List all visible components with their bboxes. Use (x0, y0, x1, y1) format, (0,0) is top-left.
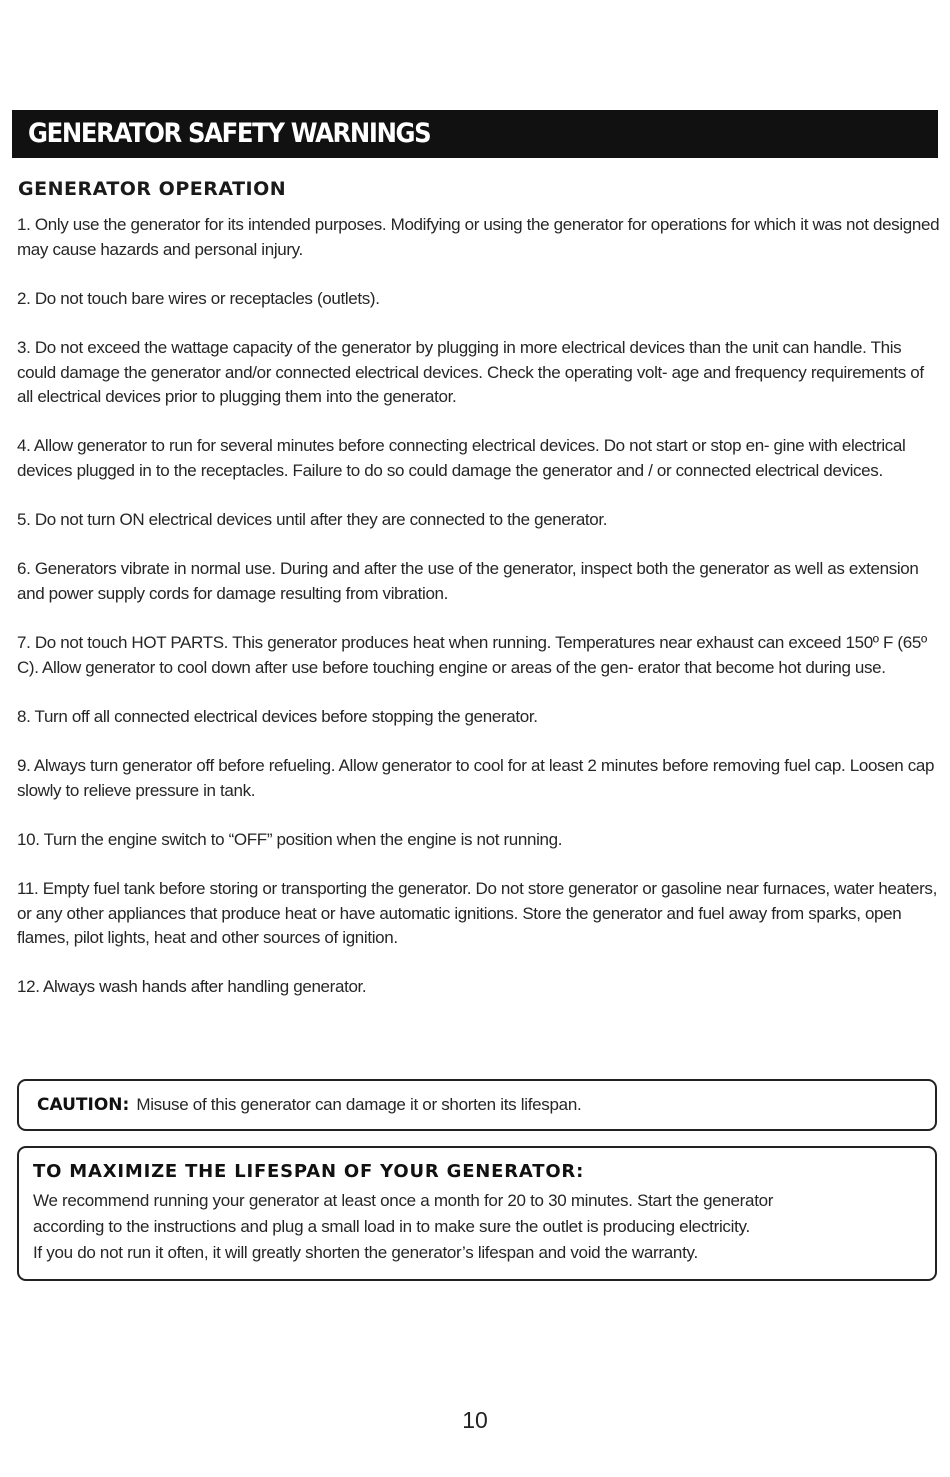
lifespan-heading: TO MAXIMIZE THE LIFESPAN OF YOUR GENERATOR: (33, 1161, 585, 1182)
caution-label: CAUTION: (37, 1095, 130, 1115)
caution-text: Misuse of this generator can damage it or shorten its lifespan. (136, 1095, 582, 1114)
lifespan-text-line: according to the instructions and plug a small load in to make sure the outlet is producing electricity. (33, 1217, 750, 1236)
warning-item: 12. Always wash hands after handling generator. (17, 977, 367, 997)
warning-list (17, 213, 942, 1025)
lifespan-text-line: If you do not run it often, it will greatly shorten the generator’s lifespan and void the warranty. (33, 1243, 698, 1262)
warning-item: 6. Generators vibrate in normal use. During and after the use of the generator, inspect both the generator as well as extension and power supply cords for damage resulting from vibration. (17, 559, 919, 603)
title-banner (12, 110, 938, 158)
caution-box (17, 1079, 937, 1131)
warning-item: 4. Allow generator to run for several minutes before connecting electrical devices. Do not start or stop en- gine with electrical devices plugged in to the receptacles. Failure to do so could damage the generator and / or connected electrical devices. (17, 436, 906, 480)
lifespan-box (17, 1146, 937, 1281)
warning-item: 11. Empty fuel tank before storing or transporting the generator. Do not store generator or gasoline near furnaces, water heaters, or any other appliances that produce heat or have automatic ignitions. Store the generator and fuel away from sparks, open flames, pilot lights, heat and other sources of ignition. (17, 879, 937, 948)
warning-item: 10. Turn the engine switch to “OFF” position when the engine is not running. (17, 829, 563, 849)
warning-item: 8. Turn off all connected electrical devices before stopping the generator. (17, 706, 538, 726)
warning-item: 1. Only use the generator for its intended purposes. Modifying or using the generator for operations for which it was not designed may cause hazards and personal injury. (17, 215, 940, 259)
page-number: 10 (462, 1407, 488, 1433)
warning-item: 2. Do not touch bare wires or receptacles (outlets). (17, 288, 380, 308)
warning-item: 5. Do not turn ON electrical devices until after they are connected to the generator. (17, 510, 608, 530)
page-title: GENERATOR SAFETY WARNINGS (28, 118, 431, 149)
warning-item: 7. Do not touch HOT PARTS. This generator produces heat when running. Temperatures near exhaust can exceed 150º F (65º C). Allow generator to cool down after use before touching engine or areas of the gen- erator that become hot during use. (17, 633, 927, 677)
lifespan-text-line: We recommend running your generator at least once a month for 20 to 30 minutes. Start the generator (33, 1191, 774, 1210)
warning-item: 3. Do not exceed the wattage capacity of the generator by plugging in more electrical devices than the unit can handle. This could damage the generator and/or connected electrical devices. Check the operating volt- age and frequency requirements of all electrical devices prior to plugging them into the generator. (17, 337, 924, 407)
section-heading: GENERATOR OPERATION (18, 178, 287, 200)
warning-item: 9. Always turn generator off before refueling. Allow generator to cool for at least 2 minutes before removing fuel cap. Loosen cap slowly to relieve pressure in tank. (17, 756, 935, 800)
